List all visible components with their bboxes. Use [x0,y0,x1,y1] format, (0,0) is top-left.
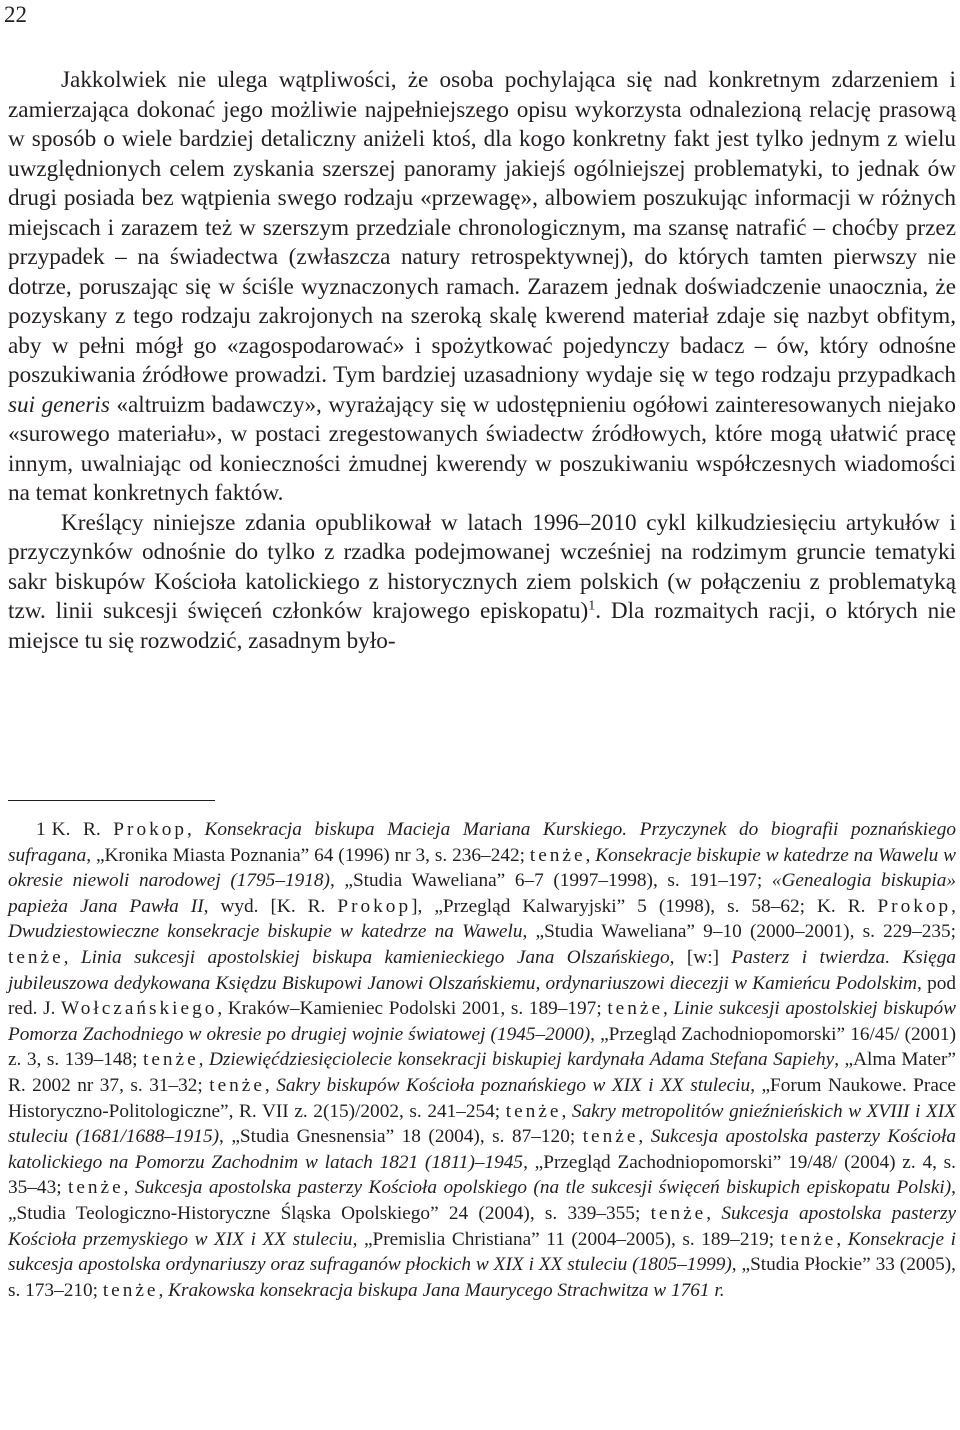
footnote-text: , „Studia Waweliana” 6–7 (1997–1998), s. 191–197; [329,870,772,892]
footnote-text: , „Przegląd Zachodniopomorski” 19/48/ (2004) z. 4, s. 35–43; [8,1151,956,1199]
footnote-reference[interactable]: 1 [588,598,596,614]
paragraph-1-text-b: «altruizm badawczy», wyrażający się w udostępnieniu ogółowi zainteresowanych niejako «surowego materiału», w postaci zregestowanych świadectw źródłowych, które mogą ułatwić pracę innym, uwalniając od konieczności żmudnej kwerendy w poszukiwaniu współczesnych wiadomości na temat konkretnych faktów. [8,391,956,506]
footnote-title: Dziewięćdziesięciolecie konsekracji biskupiej kardynała Adama Stefana Sapiehy [209,1049,835,1071]
footnote-title: Konsekracja biskupa Macieja Mariana Kurskiego. Przyczynek do biografii poznańskiego sufragana [8,819,956,866]
footnote-text: , „Przegląd Zachodniopomorski” 16/45/ (2001) z. 3, s. 139–148; [8,1023,956,1071]
footnote-text: K. R. [51,819,114,840]
footnote-title: Sukcesja apostolska pasterzy Kościoła opolskiego (na tle sukcesji święceń biskupich episkopatu Polski) [134,1177,952,1199]
footnote-text: , pod red. J. [8,972,956,1020]
footnote-author: tenże [780,1228,837,1250]
footnote-author: Wołczańskiego [61,998,218,1020]
footnote-text: , [561,1100,572,1122]
footnote-text: , „Forum Naukowe. Prace Historyczno-Politologiczne”, R. VII z. 2(15)/2002, s. 241–254; [8,1074,956,1122]
footnote-text: , „Kronika Miasta Poznania” 64 (1996) nr 3, s. 236–242; [86,844,530,866]
footnote-text: , [951,895,956,917]
footnote-title: Sakry metropolitów gnieźnieńskich w XVIII i XIX stuleciu (1681/1688–1915) [8,1100,957,1148]
footnote-author: tenże [209,1074,265,1096]
footnote-text: , [585,844,596,866]
footnote-author: tenże [68,1177,124,1199]
footnote-text: , „Studia Gnesnensia” 18 (2004), s. 87–120; [219,1126,583,1148]
footnote-text: , [663,998,674,1020]
footnote-text: , Kraków–Kamieniec Podolski 2001, s. 189–197; [217,998,608,1020]
footnote-text: , „Studia Waweliana” 9–10 (2000–2001), s. 229–235; [522,921,956,943]
footnote-text: , [836,1228,848,1250]
footnote-text: , [63,946,81,968]
footnote-title: Linie sukcesji apostolskiej biskupów Pomorza Zachodniego w okresie po drugiej wojnie światowej (1945–2000) [8,998,957,1045]
footnote-mark: 1 [36,819,46,840]
footnote-title: Dwudziestowieczne konsekracje biskupie w katedrze na Wawelu [8,921,523,943]
footnote-text: , [123,1177,135,1199]
footnote-author: tenże [102,1279,159,1301]
footnote-text: , „Studia Teologiczno-Historyczne Śląska Opolskiego” 24 (2004), s. 339–355; [8,1177,956,1224]
footnote-author: tenże [505,1100,562,1122]
footnote-text: , wyd. [K. R. [203,895,338,917]
footnote-separator [8,800,215,801]
footnote-text: ], „Przegląd Kalwaryjski” 5 (1998), s. 58–62; K. R. [411,895,878,917]
footnote-title: Konsekracje i sukcesja apostolska ordynariuszy oraz sufraganów płockich w XIX i XX stuleciu (1805–1999) [8,1228,957,1276]
footnote-text: , „Studia Płockie” 33 (2005), s. 173–210; [8,1254,956,1301]
footnote-author: Prokop [877,895,952,917]
footnote-title: «Genealogia biskupia» papieża Jana Pawła II [8,870,956,917]
footnote-title: Sukcesja apostolska pasterzy Kościoła katolickiego na Pomorzu Zachodnim w latach 1821 (1811)–1945 [8,1126,956,1173]
paragraph-1-italic: sui generis [8,391,110,418]
paragraph-2-text-a: Kreślący niniejsze zdania opublikował w latach 1996–2010 cykl kilkudziesięciu artykułów i przyczynków odnośnie do tylko z rzadka podejmowanej wcześniej na rodzimym gruncie tematyki sakr biskupów Kościoła katolickiego z historycznych ziem polskich (w połączeniu z problematyką tzw. linii sukcesji święceń członków krajowego episkopatu) [8,509,956,624]
main-text [8,66,956,656]
paragraph-2 [8,509,956,657]
footnote-text: , [264,1074,277,1096]
footnote-text: , [158,1279,169,1301]
footnote-title: Pasterz i twierdza. Księga jubileuszowa dedykowana Księdzu Biskupowi Janowi Olszańskiemu, ordynariuszowi diecezji w Kamieńcu Podolskim [8,946,957,994]
footnote-text: , „Premislia Christiana” 11 (2004–2005), s. 189–219; [352,1228,781,1250]
footnote-title: Sakry biskupów Kościoła poznańskiego w XIX i XX stuleciu [276,1074,751,1096]
page-number: 22 [4,2,27,27]
footnote-author: tenże [582,1126,639,1148]
footnote-1 [8,817,956,1303]
footnote-author: tenże [143,1049,199,1071]
paragraph-1 [8,66,956,509]
footnote-text: , [w:] [669,946,732,968]
footnote-author: tenże [607,998,663,1020]
footnote-text: , [198,1049,209,1071]
footnote-text: , [187,819,205,840]
paragraph-1-text-a: Jakkolwiek nie ulega wątpliwości, że osoba pochylająca się nad konkretnym zdarzeniem i zamierzająca dokonać jego możliwie najpełniejszego opisu wykorzysta odnalezioną relację prasową w sposób o wiele bardziej detaliczny aniżeli ktoś, dla kogo konkretny fakt jest tylko jednym z wielu uwzględnionych celem zyskania szerszej panoramy jakiejś ogólniejszej problematyki, to jednak ów drugi posiada bez wątpienia swego rodzaju «przewagę», albowiem poszukując informacji w różnych miejscach i zarazem też w szerszym przedziale chronologicznym, ma szansę natrafić – choćby przez przypadek – na świadectwa (zwłaszcza natury retrospektywnej), do których tamten pierwszy nie dotrze, poruszając się w ściśle wyznaczonych ramach. Zarazem jednak doświadczenie unaocznia, że pozyskany z tego rodzaju zakrojonych na szeroką skalę kwerend materiał zdaje się nazbyt obfitym, aby w pełni mógł go «zagospodarować» i spożytkować pojedynczy badacz – ów, który odnośne poszukiwania źródłowe prowadzi. Tym bardziej uzasadniony wydaje się w tego rodzaju przypadkach [8,67,956,388]
footnote-author: Prokop [337,895,412,917]
footnote-author: tenże [529,844,586,866]
footnote-title: Krakowska konsekracja biskupa Jana Maurycego Strachwitza w 1761 r. [168,1279,725,1301]
footnote-author: Prokop [113,819,188,840]
footnote-title: Sukcesja apostolska pasterzy Kościoła przemyskiego w XIX i XX stuleciu [8,1202,957,1250]
footnote-title: Linia sukcesji apostolskiej biskupa kamienieckiego Jana Olszańskiego [80,946,670,968]
paragraph-2-text-b: . Dla rozmaitych racji, o których nie miejsce tu się rozwodzić, zasadnym było- [8,598,956,654]
footnote-text: , [706,1202,722,1224]
footnote-author: tenże [650,1202,707,1224]
footnote-title: Konsekracje biskupie w katedrze na Wawelu w okresie niewoli narodowej (1795–1918) [8,844,956,892]
footnote-text: , „Alma Mater” R. 2002 nr 37, s. 31–32; [8,1049,956,1096]
footnote-author: tenże [8,946,64,968]
footnote-text: , [638,1126,651,1148]
